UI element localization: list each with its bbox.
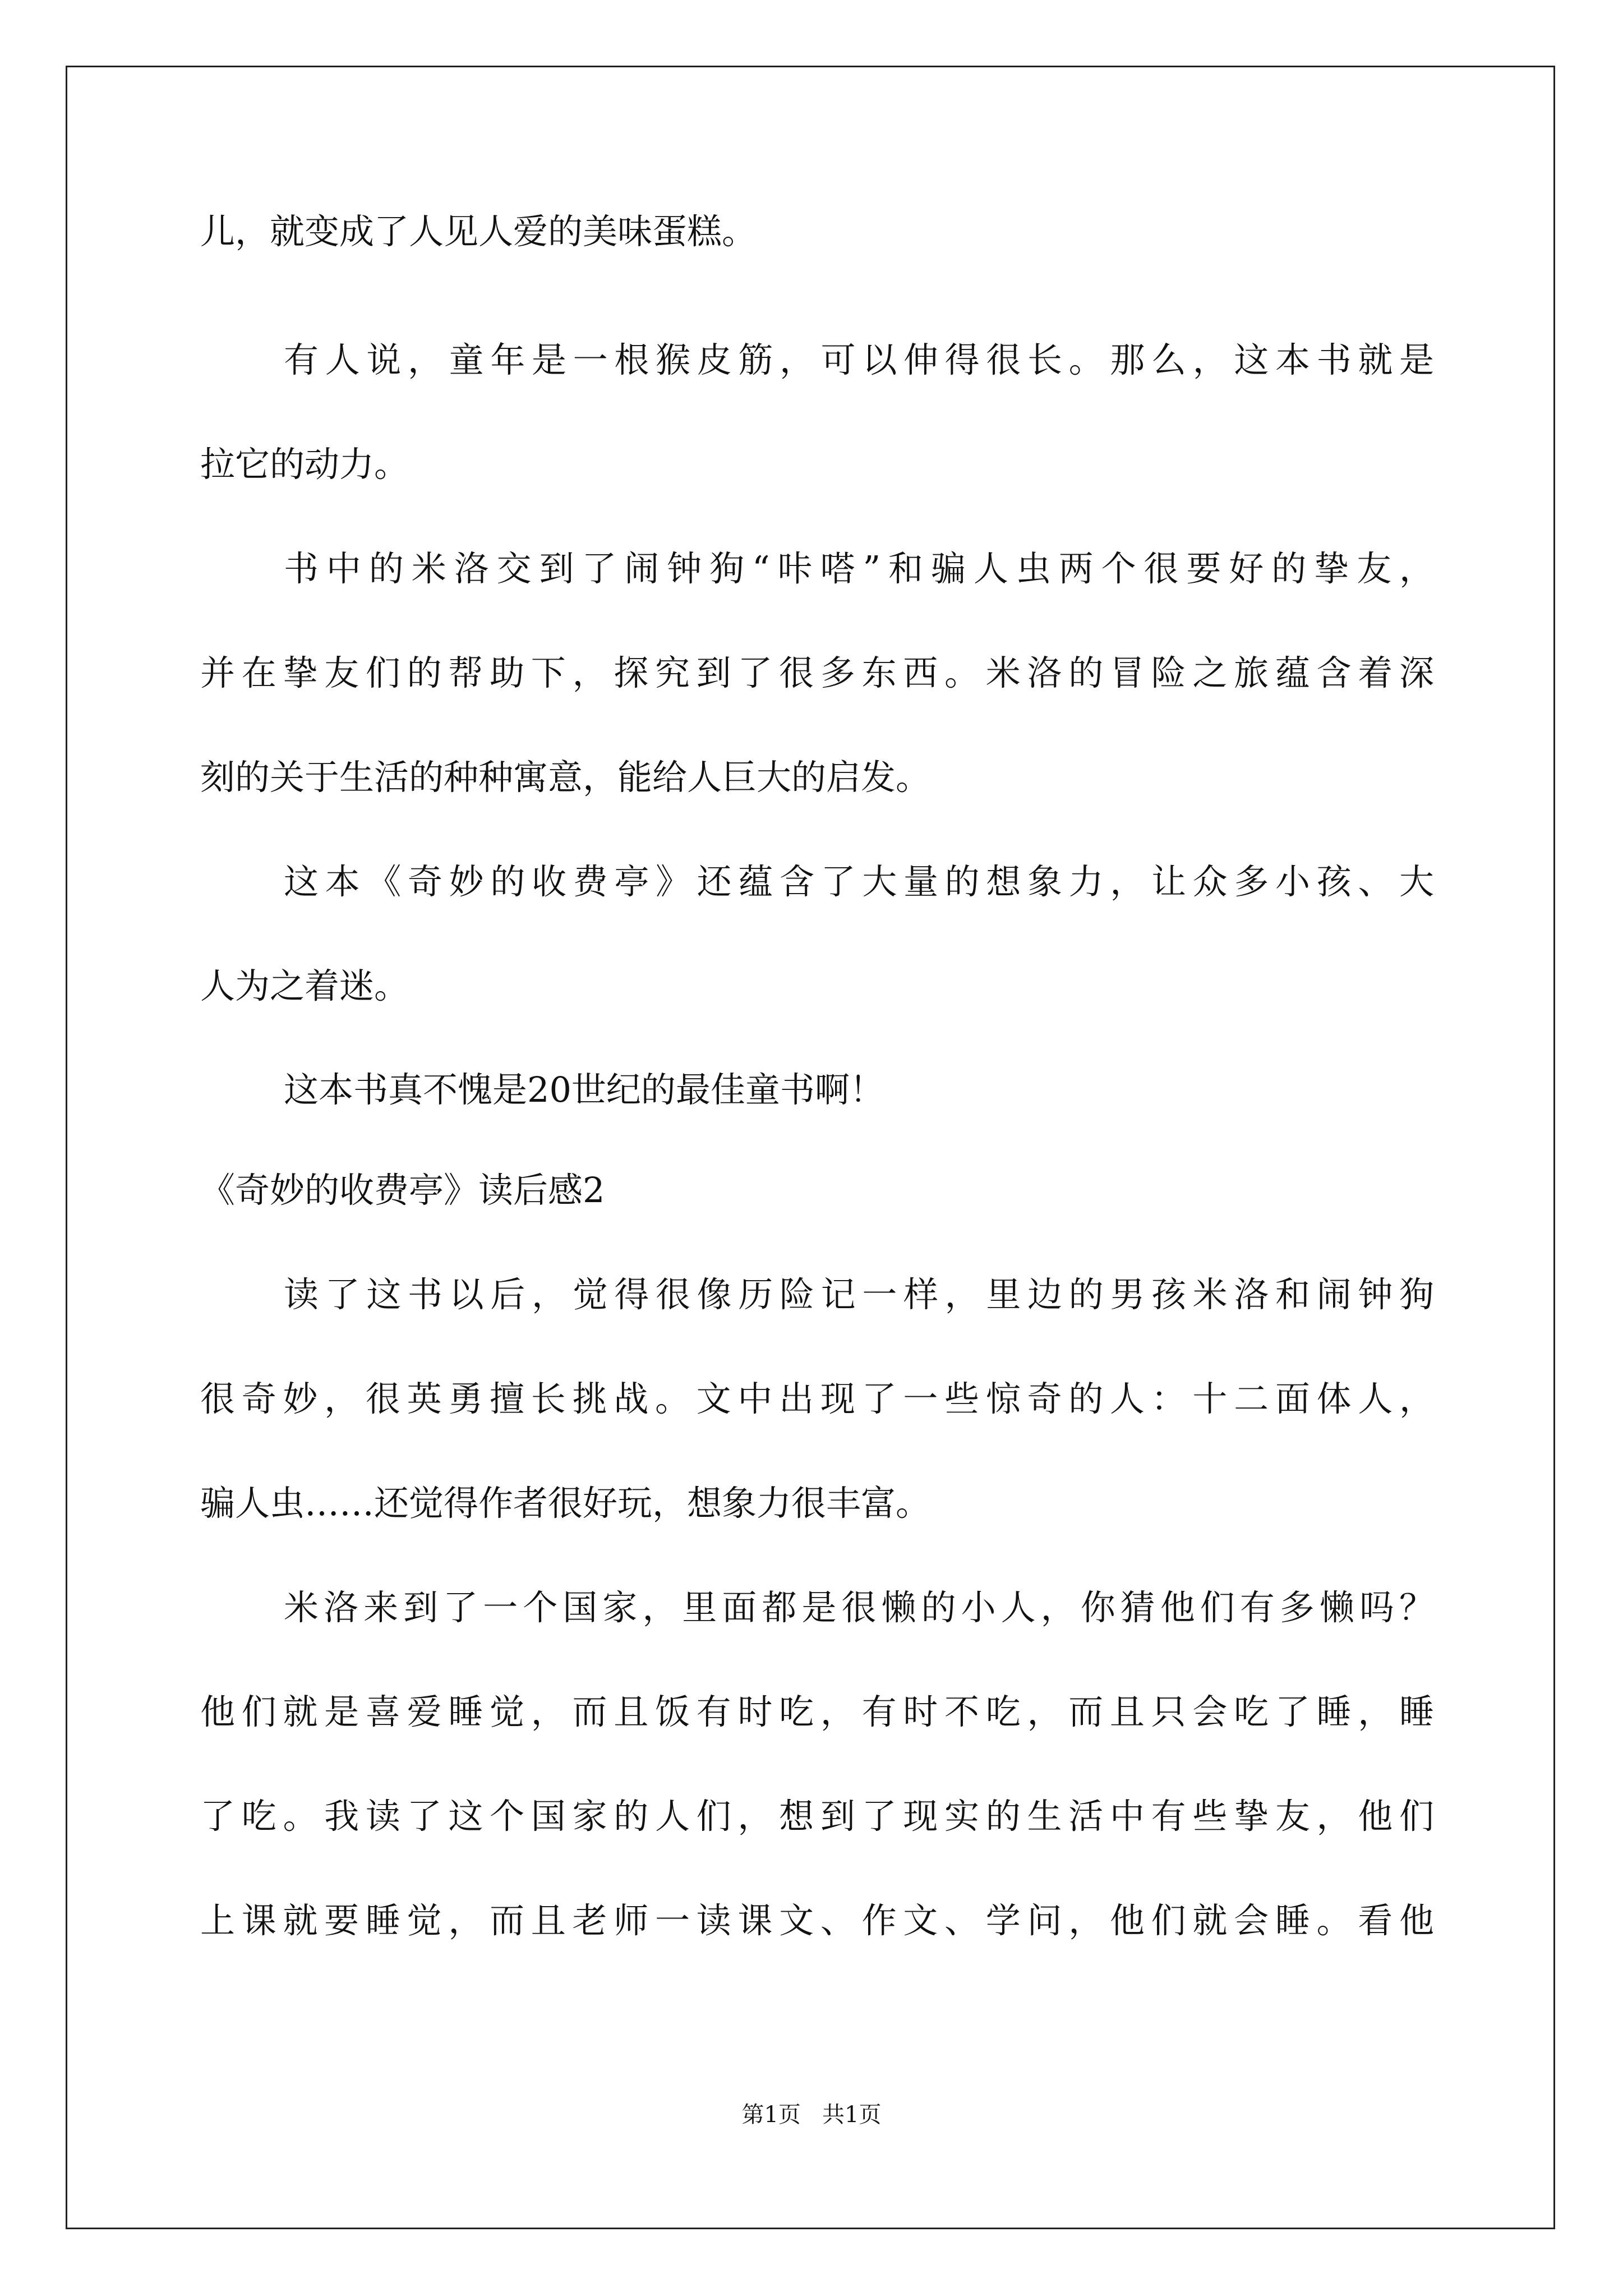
text-line: 他们就是喜爱睡觉，而且饭有时吃，有时不吃，而且只会吃了睡，睡 [200,1691,1434,1732]
text-line: 骗人虫……还觉得作者很好玩，想象力很丰富。 [200,1483,931,1524]
text-line: 这本书真不愧是20世纪的最佳童书啊！ [284,1069,884,1110]
text-line: 米洛来到了一个国家，里面都是很懒的小人，你猜他们有多懒吗？ [284,1587,1434,1628]
text-line: 有人说，童年是一根猴皮筋，可以伸得很长。那么，这本书就是 [284,339,1434,380]
text-line: 很奇妙，很英勇擅长挑战。文中出现了一些惊奇的人：十二面体人， [200,1378,1434,1419]
text-line: 人为之着迷。 [200,965,409,1006]
text-line: 上课就要睡觉，而且老师一读课文、作文、学问，他们就会睡。看他 [200,1900,1434,1941]
text-line: 拉它的动力。 [200,444,409,485]
text-line: 刻的关于生活的种种寓意，能给人巨大的启发。 [200,757,931,798]
text-line: 书中的米洛交到了闹钟狗“咔嗒”和骗人虫两个很要好的挚友， [284,548,1434,589]
text-line: 了吃。我读了这个国家的人们，想到了现实的生活中有些挚友，他们 [200,1796,1434,1837]
text-line: 读了这书以后，觉得很像历险记一样，里边的男孩米洛和闹钟狗 [284,1274,1434,1315]
section-heading: 《奇妙的收费亭》读后感2 [200,1170,605,1211]
text-line: 儿，就变成了人见人爱的美味蛋糕。 [200,211,757,252]
text-line: 这本《奇妙的收费亭》还蕴含了大量的想象力，让众多小孩、大 [284,861,1434,902]
text-line: 并在挚友们的帮助下，探究到了很多东西。米洛的冒险之旅蕴含着深 [200,652,1434,693]
page-number-footer: 第1页 共1页 [741,2102,882,2128]
